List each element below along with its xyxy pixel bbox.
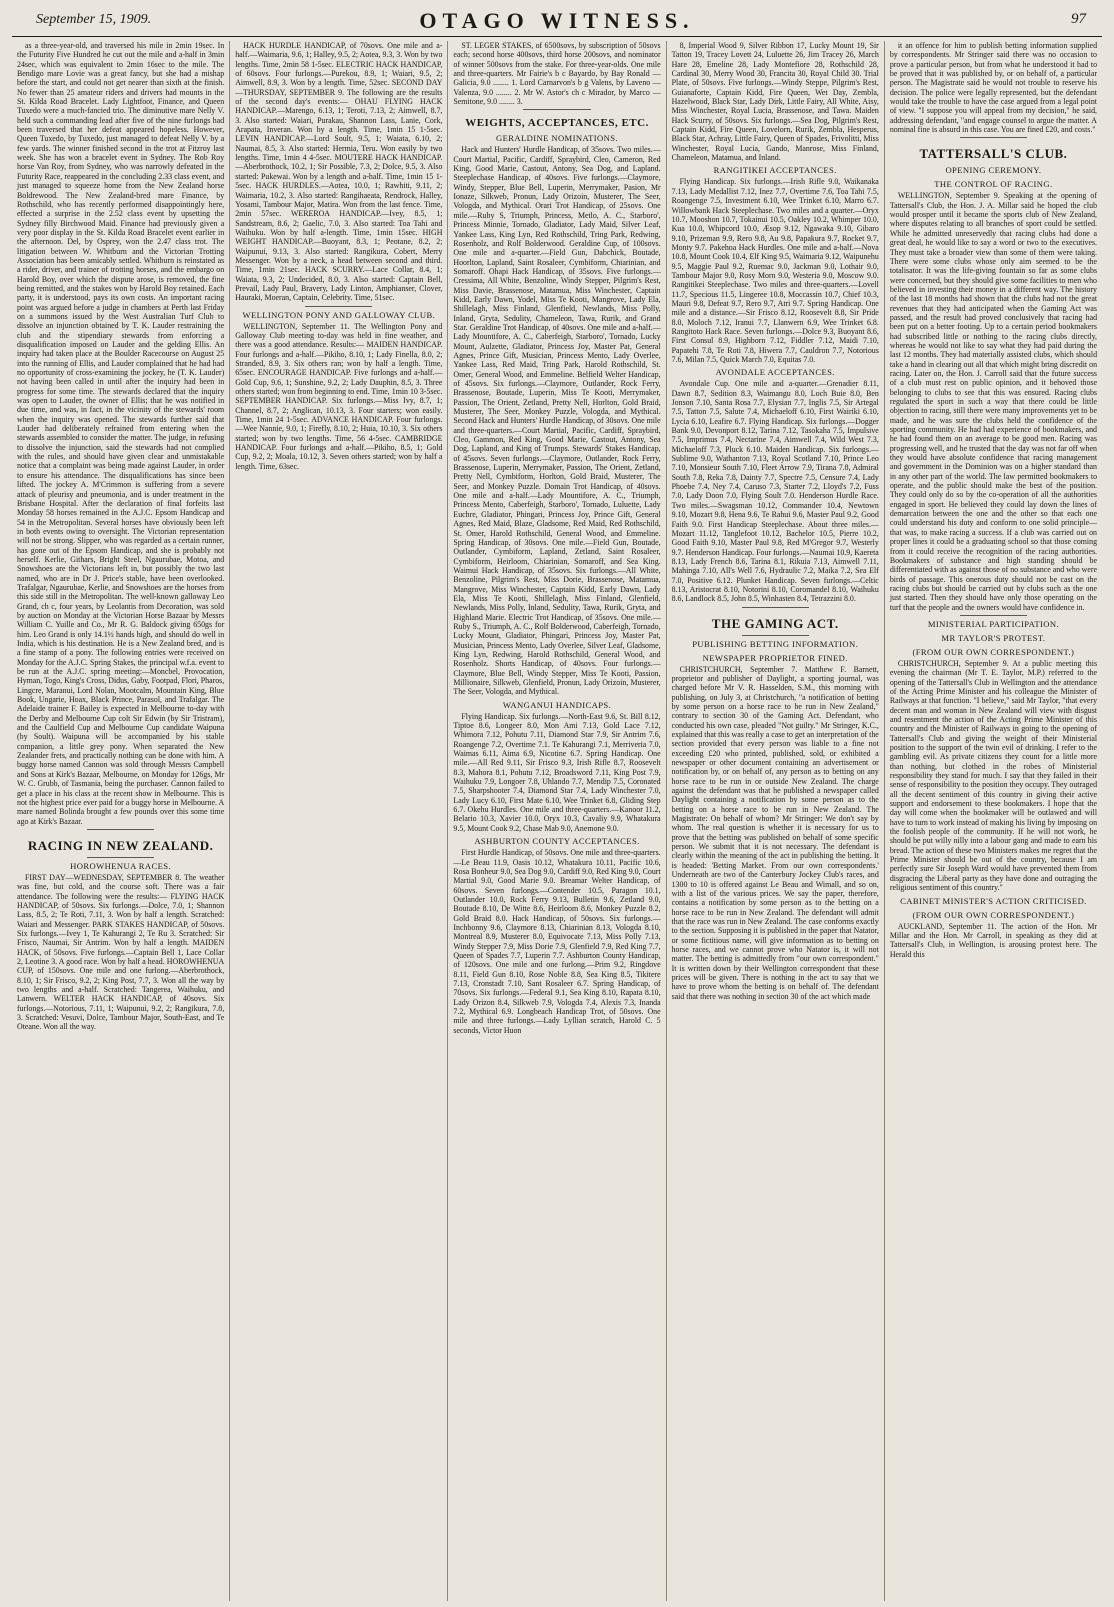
article-text: it an offence for him to publish betting information supplied by correspondents. Mr Stringer said there was no occasion to prove a particular person, but from what he understood it had to be proved that it was published by, or on behalf of, a particular person. The Magistrate said he would not trouble to reserve his decision. The police were legally represented, but the defendant would take the trouble to have the case argued from a legal point of view. "I suppose you will appeal from my decision," he said, addressing defendant, "and engage counsel to argue the matter. A nominal fine is absurd in this case. You are fined £20, and costs." (889, 41, 1098, 135)
divider (742, 607, 809, 608)
article-text: CHRISTCHURCH, September 9. At a public meeting this evening the chairman (Mr T. E. Taylor, M.P.) referred to the opening of the Tattersall's Club in Wellington and the attendance of the Acting Prime Minister and his colleague the Minister of Railways at that function. "I believe," said Mr Taylor, "that every decent man and woman in New Zealand will view with disgust and resentment the action of the Acting Prime Minister of this country and the Minister of Railways in going to the opening of Tattersall's Club and giving the weight of their Ministerial position to the support of the twin evil of drinking. I refer to the gambling evil. As private citizens they count for a little more than nothing, but clothed in the robes of Ministerial responsibility they stand for much. I say that they failed in their sense of responsibility to the position they occupy. They outraged all the decent sentiment of this country in giving their active support and endorsement to these bookmakers. I hope that the day will come when the bookmaker will be outlawed and will have to turn to work instead of making his living by imposing on the foolish people of the community. If he will not work, he should be put willy nilly into a labour gang and made to earn his bread. The action of these two Ministers makes me regret that the Prime Minister should be out of the country, because I am perfectly sure Sir Joseph Ward would have prevented them from disgracing the Liberal party as they have done and outraging the religious sentiment of this country." (889, 658, 1098, 893)
article-heading: PUBLISHING BETTING INFORMATION. (692, 638, 859, 649)
section-heading: WEIGHTS, ACCEPTANCES, ETC. (465, 117, 649, 130)
article-heading: NEWSPAPER PROPRIETOR FINED. (702, 652, 848, 663)
column-3 (448, 41, 666, 1601)
masthead (12, 8, 1102, 37)
divider (87, 857, 154, 858)
article-text: HACK HURDLE HANDICAP, of 70sovs. One mile and a-half.—Waimaria, 9.6, 1; Halley, 9.5, 2; Aotea, 9.3, 3. Won by two lengths. Time, 2min 58 1-5sec. ELECTRIC HACK HANDICAP, of 60sovs. Four furlongs.—Purekou, 8.9, 1; Waiari, 9.5, 2; Aimwell, 8.9, 3. Won by a length. Time, 52sec. SECOND DAY—THURSDAY, SEPTEMBER 9. The following are the results of the second day's events:— OHAU FLYING HACK HANDICAP.—Marengo, 6.13, 1; Teroti, 7.13, 2; Aimwell, 8.7, 3. Also started: Waiari, Purakau, Shannon Lass, Lanie, Cork, Arapata, Inveran. Won by a length. Time, 1min 15 1-5sec. LEVIN HANDICAP.—Lord Soult, 9.5, 1; Waiata, 6.10, 2; Naumai, 8.5, 3. Also started: Hermia, Teru. Won easily by two lengths. Time, 1min 4 4-5sec. MOUTERE HACK HANDICAP.—Aberbrothock, 10.2, 1; Sir Possible, 7.3, 2; Dolce, 9.5, 3. Also started: Pukewai. Won by a length and a-half. Time, 1min 15 1-5sec. HACK HURDLES.—Aotea, 10.0, 1; Rawhiti, 9.11, 2; Waimaria, 10.2, 3. Also started: Rangihaeata, Rendrock, Halley, Yosami, Tambour Major, Matira. Won from the last fence. Time, 2min 57sec. WEREROA HANDICAP.—Ivey, 8.5, 1; Sandstream, 8.6, 2; Gaelic, 7.0, 3. Also started: Toa Tahi and Waihuku. Won by half a-length. Time, 1min 15sec. HIGH WEIGHT HANDICAP.—Buoyant, 8.3, 1; Peotane, 8.2, 2; Waipunui, 9.13, 3. Also started: Rangikura, Cobert, Merry Messenger. Won by a neck, a head between second and third. Time, 1min 21sec. HACK SCURRY.—Lace Collar, 8.4, 1; Waiata, 9.3, 2; Undecided, 8.0, 3. Also started: Captain Bell, Prevail, Lady Paul, Bravery, Lady Linton, Amphianser, Clover, Hauraki, Moeran, Captain, Celebrity. Time, 51sec. (235, 41, 443, 303)
article-text: ST. LEGER STAKES, of 6500sovs, by subscription of 50sovs each; second horse 400sovs, third horse 200sovs, and nominator of winner 500sovs from the stake. For three-year-olds. One mile and three-quarters. Mr Fairie's b c Bayardo, by Bay Ronald —Galicia, 9.0 ........ 1. Lord Carnarvon's b g Valens, by Laveno —Valenza, 9.0 ........ 2. Mr W. Astor's ch c Mirador, by Marco —Semitone, 9.0 ........ 3. (453, 41, 661, 107)
columns (12, 41, 1102, 1601)
article-heading: OPENING CEREMONY. (945, 165, 1042, 176)
byline: (FROM OUR OWN CORRESPONDENT.) (912, 646, 1075, 657)
divider (960, 615, 1027, 616)
article-heading: HOROWHENUA RACES. (70, 860, 172, 871)
article-text: Avondale Cup. One mile and a-quarter.—Grenadier 8.11, Dawn 8.7, Sedition 8.3, Waimangu 8.0, Loch Buie 8.0, Ben Jonson 7.10, Santa Rosa 7.7, Elysian 7.7, Inglis 7.5, Sir Artegal 7.5, Tatton 7.5, Salute 7.4, Michaeloff 6.10, First Wairiki 6.10, Lycia 6.10, Leafire 6.7. Flying Handicap. Six furlongs.—Dogger Bank 9.0, Devonport 8.12, Tarina 7.12, Tasokaha 7.5, Impulsive 7.5, Imprimus 7.4, Nectarine 7.4, Aimwell 7.4, Wild West 7.3, Michaeloff 7.3, Pluck 6.10. Maiden Handicap. Six furlongs.—Sublime 9.0, Wathanton 7.13, Royal Scotland 7.10, Prince Leo 7.10, Monsieur South 7.10, Fleet Arrow 7.9, Tirana 7.8, Admiral South 7.8, Reka 7.8, Dainty 7.7, Spectre 7.5, Censure 7.4, Lady Phoebe 7.4, Ney 7.4, Caruso 7.3, Starter 7.2, Lloyd's 7.2, Fuss 7.0, Lady Doon 7.0, Flying Soult 7.0. Henderson Hurdle Race. Two miles.—Swagsman 10.12, Commander 10.4, Newtown 9.10, Mozart 9.8, Hena 9.6, Te Rahui 9.6, Master Paul 9.2, Good Faith 9.0. First Handicap Steeplechase. About three miles.—Mozart 11.12, Tanglefoot 10.12, Bachelor 10.5, Pierre 10.2, Good Faith 9.10, Master Paul 9.8, Red M'Gregor 9.7, Westerly 9.7. Henderson Handicap. Four furlongs.—Naumai 10.9, Kaereta 8.13, Lady French 8.6, Tarina 8.1, Rikuia 7.13, Aimwell 7.11, Mahinga 7.10, All's Well 7.6, Hydraulic 7.2, Maika 7.2, Sea Elf 7.0, Positive 6.12. Plunket Handicap. Seven furlongs.—Celtic 8.13, Aristocrat 8.10, Notorini 8.10, Coromandel 8.10, Waihuku 8.6, Landlock 8.5, John 8.5, Winhasten 8.4, Tetrazzini 8.0. (671, 379, 879, 604)
article-text: AUCKLAND, September 11. The action of the Hon. Mr Millar and the Hon. Mr Carroll, in speaking as they did at Tattersall's Club, in Wellington, is arousing protest here. The Herald this (889, 921, 1098, 959)
article-heading: AVONDALE ACCEPTANCES. (715, 367, 835, 378)
article-heading: ASHBURTON COUNTY ACCEPTANCES. (474, 836, 640, 847)
article-text: Flying Handicap. Six furlongs.—North-East 9.6, St. Bill 8.12, Tiptoe 8.6, Longeer 8.0, Mon Ami 7.13, Gold Lace 7.12, Whimora 7.12, Pohutu 7.11, Diamond Star 7.9, Sir Antrim 7.6, Roangenge 7.2, Overtime 7.1. Te Kahurangi 7.1, Merriveria 7.0, Waimas 6.11, Aima 6.9, Nicotine 6.7. Spring Handicap. One mile.—All Red 9.11, Sir Frisco 9.3, Irish Rifle 8.7, Roosevelt 8.3, Mahora 8.1, Pohutu 7.12, Broadsword 7.11, King Post 7.9, Waihuku 7.9, Longoer 7.8, Uhlando 7.7, Mendip 7.5, Coronated 7.5, Sharpshooter 7.4, Diamond Star 7.4, Lady Winchester 7.0, Lady Lucy 6.10, First Mate 6.10, Wee Trinket 6.8, Gliding Step 6.7. Okehu Hurdles. One mile and three-quarters.—Kanoor 11.2, Belario 10.3, Xavier 10.0, Oryx 10.3, Cavaliy 9.9, Whatakura 9.5, Mount Cook 9.2, Chase Mab 9.0, Anemone 9.0. (453, 711, 661, 833)
section-heading: MINISTERIAL PARTICIPATION. (927, 618, 1059, 629)
divider (960, 137, 1027, 138)
column-4 (667, 41, 885, 1601)
section-heading: THE GAMING ACT. (711, 615, 839, 631)
article-heading: RANGITIKEI ACCEPTANCES. (713, 165, 837, 176)
article-heading: WANGANUI HANDICAPS. (502, 699, 612, 710)
article-text: Hack and Hunters' Hurdle Handicap, of 35sovs. Two miles.—Court Martial, Pacific, Cardiff, Spraybird, Cleo, Cameron, Red King, Good Marie, Castout, Antony, Sea Dog, and Lapland. Steeplechase Handicap, of 40sovs. Five furlongs.—Claymore, Windy, Stepper, Blue Bell, Luperin, Merrymaker, Pasion, Mr Ionaze, Silkweb, Pronun, Lady Orizoin, Musterer, The Seer, Vologda, and Mythical. Orari Trot Handicap, of 25sovs. One mile.—Ruby S, Triumph, Princess, Metlo, A. C., Starboro', Princess Minnie, Tornado, Gladiator, Lady Maid, Silver Leaf, Yankee Lass, King Lyn, Red Rothschild, Tring Park, Redwing, Rosenholz, and Rolf Bolderwood. Geraldine Cup, of 100sovs. One mile and a-quarter.—Field Gun, Dabchick, Boutade, Hoorlton, Lapland, Saint Rosaleer, Cymbiform, Chiarinian, and Somaroff. Ohapi Hack Handicap, of 35sovs. Five furlongs.—Cressima, All White, Benzoline, Windy Stepper, Pilgrim's Rest, Miss Davie, Brassenose, Matamua, Miss Winchester, Captain Kidd, Early Dawn, Yodel, Miss Te Kooti, Mangrove, Lady Ela, Shillelagh, Miss Finland, Glenfield, Newlands, Miss Polly, Inland, Gryta, Sedulity, Chameleon, Tawa, Rurik, and Grand Star. Geraldine Trot Handicap, of 40sovs. One mile and a-half.—Lady Mountifore, A. C., Caberfeigh, Starboro', Tornado, Lucky Mount, Aulzette, Gladiator, Princess Joy, Master Pat, General Agnes, Prince Gift, Musician, Princess Mento, Lady Overlee, Yankee Lass, Red Maid, Tring Park, Harold Rothschild, St. Omer, General Wood, and Emmeline. Belfield Welter Handicap, of 45sovs. Six furlongs.—Claymore, Outlander, Rock Ferry, Brassenose, Boutade, Luperin, Miss Te Kooti, Merrymaker, Passion, The Orient, Zetland, Pretty Nell, Horlton, Gold Braid, Musterer, The Seer, Monkey Puzzle, Vologda, and Mythical. Second Hack and Hunters' Hurdle Handicap, of 30sovs. One mile and three-quarters.—Court Martial, Pacific, Cardiff, Spraybird, Cleo, Gammon, Red King, Good Marie, Castout, Antony, Sea Dog, Lapland, and King of Trumps. Stewards' Stakes Handicap, of 45sovs. Seven furlongs.—Claymore, Outlander, Rock Ferry, Brassenose, Luperin, Merrymaker, Passion, The Orient, Zetland, Pretty Nell, Cymbiform, Horlton, Gold Braid, Musterer, The Seer, and Monkey Puzzle. Domain Trot Handicap, of 40sovs. One mile and a-half.—Lady Mountifore, A. C., Triumph, Princess Mento, Caberfeigh, Starboro', Tornado, Luluette, Lady Euchre, Gladiator, Phingari, Princess Joy, Prince Gift, General Agnes, Red Maid, Blaze, Gladsome, Red Maid, Red Rothschild, St. Omer, Harold Rothschild, General Wood, and Emmeline. Spring Handicap, of 30sovs. One mile.—Field Gun, Boutade, Outlander, Cymbiform, Lapland, Zetland, Saint Rosaleer, Cymbiform, Heirloom, Chiarinian, Somaroff, and Sea King. Waimui Hack Handicap, of 35sovs. Six furlongs.—All White, Benzoline, Pilgrim's Rest, Miss Dorie, Brassenose, Matamua, Mangrove, Miss Winchester, Captain Kidd, Early Dawn, Lady Ela, Miss Te Kooti, Shillelagh, Miss Finland, Glenfield, Newlands, Miss Polly, Inland, Sedulity, Tawa, Rurik, Gryta, and Highland Marie. Electric Trot Handicap, of 35sovs. One mile.—Ruby S., Triumph, A. C., Rolf Bolderwood, Caberfeigh, Tornado, Lucky Mount, Gladiator, Phingari, Princess Joy, Master Pat, Musician, Princess Mento, Lady Overlee, Silver Leaf, Gladsome, King Lyn, Redwing, Harold Rothschild, General Wood, and Rosenholz. Shorts Handicap, of 40sovs. Four furlongs.—Claymore, Blue Bell, Windy Stepper, Miss Te Kooti, Passion, Millionaire, Silkweb, Glenfield, Pronun, Lady Orizoin, Musterer, The Seer, Vologda, and Mythical. (453, 145, 661, 697)
article-text: as a three-year-old, and traversed his mile in 2min 19sec. In the Futurity Five Hundred he cut out the mile and a-half in 3min 24sec, which was equivalent to 2min 16sec to the mile. The Bendigo mare Lovie was a great fancy, but she had a mishap before the start, and could not get nearer than sixth at the finish. No fewer than 25 amateur riders and drivers had mounts in the St. Kilda Road Bracelet. Lady Lightfoot, Finance, and Queen Tuxedo were a much-fancied trio. The diminutive mare Nelly V. held such a commanding lead after five of the nine furlongs had been traversed that her defeat appeared hopeless. However, Queen Tuxedo, by Tuxedo, just managed to defeat Nelly V. by a few yards. The winner finished second in the trot at Fitzroy last week. She has won a bracelet event in Sydney. The Rob Roy horse Van Roy, from Sydney, who was narrowly defeated in the Futurity Race, reappeared in the concluding 2.33 class event, and just managed to squeeze home from the New Zealand horse Boldrewood. The New Zealand-bred mare Finance, by Rothschild, who has recently performed disappointingly here, effected a surprise in the 2.52 class event by upsetting the Sydney filly Birchwood Maid. Finance had previously given a very poor display in the St. Kilda Road Bracelet event earlier in the afternoon. Del, by Osprey, won the 2.47 class trot. The litigation between W. Whitburn and the Victorian Trotting Association has been amicably settled. Whitburn is reinstated as a rider, driver, and trainer of trotting horses, and the embargo on Harold Boy, over which the dispute arose, is removed, the fine being remitted, and the stakes won by Harold Boy retained. Each party, it is understood, pays its own costs. An important racing point was argued before a judge in chambers at Perth last Friday on a summons issued by the West Australian Turf Club to dissolve an injunction obtained by T. K. Lauder restraining the club and the stipendiary stewards from enforcing a disqualification imposed on Lauder and the gelding Ellis. An inquiry had taken place at the Boulder Racecourse on August 25 into the running of Ellis, and Lauder complained that he had had no opportunity of cross-examining the jockey, he (T. K. Lauder) not having been called in until after the inquiry had been in progress for some time. The stewards declared that the inquiry was open to Lauder, the owner of Ellis; that he was notified in due time, and was, in fact, in the vicinity of the stewards' room when the inquiry was opened. The stewards further said that Lauder had deliberately refrained from entering when the stewards assembled to consider the matter. The judge, in refusing to dissolve the injunction, said the stewards had not complied with the rules, and should have given clear and unmistakable notice that a complaint was being made against Lauder, in order to ensure his attendance. The disqualifications has since been lifted. The jockey A. M'Crimmon is suffering from a severe attack of pleurisy and pneumonia, and is under treatment in the Brisbane Hospital. After the declaration of final forfeits last Monday 58 horses remained in the A.J.C. Epsom Handicap and 54 in the Metropolitan. Several horses have obviously been left in both events owing to oversight. The Victorian representation will not be strong. Slipper, who was regarded as a certain runner, has gone out of the Epsom Handicap, and she is probably not herself. Kerlie, Githars, Bright Steel, Ngaurubae, Motoa, and Snowshoes are the Victorians left in, but possibly the two last named, who are in Dr J. Price's stable, have been overlooked. Trafalgar, Ngaurubae, Kerlie, and Snowshoes are the horses from this side still in the Metropolitan. The well-known galloway Leo Grand, ch c, four years, by Leolantis from Decoration, was sold by auction on Monday at the Victorian Horse Bazaar by Messrs William C. Yuille and Co., Mr R. G. Baldock giving 650gs for him. Leo Grand is only 14.1½ hands high, and should do well in India, which is his destination. He is a New Zealand bred, and is a fine stamp of a pony. The following entries were received on Monday for the A.J.C. Spring Stakes, the principal w.f.a. event to be run at the A.J.C. spring meeting:—Moncbel, Provocation, Hyman, Togo, King's Cross, Didus, Gaby, Footpad, Flori, Pharos, Lingcre, Maranui, Lord Nolan, Mootcalm, Mountain King, Blue Book, Ungarie, Hoax, Black Prince, Parasol, and Trafalgar. The Adelaide trainer F. Bailey is expected in Melbourne to-day with the Derby and Melbourne Cup colt Sir Edwin (by Sir Tristram), and the Caulfield Cup and Melbourne Cup candidate Waipuna (by Soult). Waipuna will be accompanied by his stable companion, a little grey pony. When separated the New Zealander frets, and practically nothing can be done with him. A buggy horse named Cannon was sold through Messrs Campbell and Sons at Kirk's Bazaar, Melbourne, on Monday for 126gs, Mr W. C. Grubb, of Tasmania, being the purchaser. Cannon failed to get a place in his class at the recent show in Melbourne. This is not the highest price ever paid for a buggy horse in Melbourne. A mare named Bolinda brought a few pounds over this some time ago at Kirk's Bazaar. (17, 41, 225, 826)
divider (523, 109, 590, 110)
article-heading: WELLINGTON PONY AND GALLOWAY CLUB. (242, 309, 436, 320)
article-text: First Hurdle Handicap, of 50sovs. One mile and three-quarters.—Le Beau 11.9, Oasis 10.12, Whatakura 10.11, Pacific 10.6, Rosa Bonheur 9.0, Sea Dog 9.0, Cardiff 9.0, Red King 9.0, Court Martial 9.0, Good Marie 9.0. Breamar Welter Handicap, of 60sovs. Seven furlongs.—Contender 10.5, Paragon 10.1, Outlander 10.0, Rock Ferry 9.13, Bulletin 9.6, Zetland 9.0, Boutade 8.10, De Witte 8.6, Heirloom 8.6, Monkey Puzzle 8.2, Gold Braid 8.0. Hack Handicap, of 50sovs. Six furlongs.—Inchbonny 9.6, Claymore 8.13, Chiarinian 8.13, Vologda 8.10, Montreal 8.9, Musterer 8.0, Equivocate 7.13, Miss Polly 7.13, Windy Stepper 7.9, Miss Dorie 7.9, Glenfield 7.9, Red King 7.7, Queen of Spades 7.7, Luperin 7.7. Ashburton County Handicap, of 120sovs. One mile and one furlong.—Prim 9.2, Ringdove 8.11, Field Gun 8.10, Rose Noble 8.8, Sea King 8.5, Tikitere 7.13, Cronstadt 7.10, Sant Rosaleer 6.7. Spring Handicap, of 70sovs. Six furlongs.—Federal 9.1, Sea King 8.10, Rapata 8.10, Lady Orizon 8.4, Silkweb 7.9, Vologda 7.4, Alexis 7.3, Inanda 7.2, Mythical 6.9. Longbeach Handicap Trot, of 50sovs. One mile and three furlongs.—Lady Lyllian scratch, Harold C. 5 seconds, Victor Huon (453, 848, 661, 1035)
column-1 (12, 41, 230, 1601)
article-heading: MR TAYLOR'S PROTEST. (941, 632, 1046, 643)
divider (87, 829, 154, 830)
article-text: 8, Imperial Wood 9, Silver Ribbon 17, Lucky Mount 19, Sir Tatton 19, Tracey Lovett 24, Luluette 26, Jim Tracey 26, March Hare 28, Emeline 28, Lady Montefiore 28, Rothschild 28, Cardinal 30, Merry Wood 30, Francita 30, Royal Child 30. Trial Plate, of 50sovs. Five furlongs.—Windy Steppe, Pilgrim's Rest, Guianaforte, Captain Kidd, Fire Queen, Wet Day, Zembla, Hazelwood, Black Star, Lady Dirk, Little Fairy, All White, Aisy, Miss Winchester, Royal Lucia, Brassenose, and Tawa. Maiden Hack Scurry, of 50sovs. Six furlongs.—Sea Dog, Pilgrim's Rest, Captain Kidd, Fire Queen, Lovelorn, Rurik, Zembla, Hesperus, Black Star, Achray, Little Fairy, Queen of Spades, Frivolitti, Miss Winchester, Royal Lucia, Gando, Manrose, Miss Finland, Chameleon, Matamua, and Inland. (671, 41, 879, 163)
article-heading: CABINET MINISTER'S ACTION CRITICISED. (900, 895, 1087, 906)
article-text: Flying Handicap. Six furlongs.—Irish Rifle 9.0, Waikanaka 7.13, Lady Medallist 7.12, Inez 7.7, Overtime 7.6, Toa Tahi 7.5, Roangenge 7.5, Investment 6.10, Wee Trinket 6.10, Marro 6.7. Willowbank Hack Steeplechase. Two miles and a quarter.—Oryx 10.7, Mooshon 10.7, Tokainui 10.5, Oakley 10.2, Whimper 10.0, Kua 10.0, Whipcord 10.0, Æsop 9.12, Ngawaka 9.10, Gibaro 9.10, Prizeman 9.9, Rero 9.8, Au 9.8, Papakura 9.7, Rocket 9.7, Monty 9.7. Pakehoa Hack Hurdles. One mile and a-half.—Nova 10.8, Mount Cook 10.4, Elf King 9.5, Waimaria 9.12, Waipunehu 9.5, Maggie Paul 9.2, Ruemac 9.0, Jackman 9.0, Lothair 9.0, Tambour Major 9.0, Rosy Morn 9.0, Westeria 9.0, Moscow 9.0. Rangitikei Steeplechase. Two miles and three-quarters.—Lovell 11.7, Specious 11.5, Lingeree 10.8, Moccassin 10.7, Chief 10.3, Mauri 9.8, Defeat 9.7, Rero 9.7, Atri 9.7. Spring Handicap. One mile and a distance.—Sir Frisco 8.12, Roosevelt 8.8, Sir Pride 8.0, Moloch 7.12, Iranui 7.7, Llanwern 6.9, Wee Trinket 6.8. Rangitoto Hack Race. Seven furlongs.—Dolce 9.3, Buoyant 8.6, First Consul 8.9, Highborn 7.12, Fiddler 7.12, Maidi 7.10, Papatehi 7.8, Te Roti 7.8, Hiwera 7.7, Cauldron 7.7, Notorious 7.6, Milan 7.5, Quick March 7.0, Equitas 7.0. (671, 177, 879, 364)
article-text: CHRISTCHURCH, September 7. Matthew F. Barnett, proprietor and publisher of Daylight, a sporting journal, was charged before Mr V. R. Hasselden, S.M., this morning with publishing, on July 3, at Christchurch, "a notification of betting by some person on a horse race to be run in New Zealand," contrary to section 30 of the Gaming Act. Defendant, who conducted his own case, pleaded "Not guilty." Mr Stringer, K.C., explained that this was really a case to get an interpretation of the section provided that every person was liable to a fine not exceeding £20 who printed, published, sold, or exhibited a newspaper or other document containing an advertisement or notification by, or on behalf of, any person as to betting on any horse race to be run in or outside New Zealand. The charge against the defendant was that he published a newspaper called Daylight containing a notification by some person as to the betting on a horse race to be run in New Zealand. The Magistrate: On behalf of whom? Mr Stringer: We don't say by whom. The real question is whether it is necessary for us to prove that the betting was published on behalf of some specific person. We submit that it is not necessary. The defendant is clearly within the meaning of the act in publishing the betting. It is headed: 'Betting Market. From our own correspondents.' Underneath are two of the Canterbury Jockey Club's races, and 1300 to 10 is offered against Le Beau and Wimall, and so on, with a list of the various prices. We say the paper, therefore, contains a notification by some person as to the betting on a horse race to be run in New Zealand. The defendant will admit that the race was run in New Zealand. The case conforms exactly to the section. Supposing it is published in the paper that Natator, or some fictitious name, will give information as to betting on horse races, and we cannot prove who Natator is, it will not matter. The betting is admittedly from "our own correspondent." It is written down by their Wellington correspondent that these prices will be given. There is nothing in the act to say that we have to prove whom the betting is on behalf of. The defendant said that there was nothing in section 30 of the act which made (671, 664, 879, 1001)
article-text: WELLINGTON, September 9. Speaking at the opening of Tattersall's Club, the Hon. J. A. Millar said he hoped the club would prosper until it became the sports club of New Zealand, where disputes relating to all branches of sport could be settled. While he admitted unreservedly that racing clubs had done a great deal, he would like to say a word or two to the executives. They must take a broader view than some of them were taking. There were some clubs whose only aim seemed to be the totalisator. It was the life-giving fountain so far as some clubs were concerned, but they should give some facilities to men who believed in investing their money in a different way. The history of the last 18 months had shown that the clubs had not the great revenues that they had anticipated when the Gaming Act was passed, and the result had proved conclusively that racing had been put on a better footing. Up to a certain period bookmakers had subscribed little or nothing to the racing clubs directly, whereas he would not like to say what they had paid during the last 12 months. They had materially assisted clubs, which should take a hand in clearing out all that which might bring discredit on racing. Later on, the Hon. J. Carroll said that the future success of a club must rest on public opinion, and it behoved those belonging to clubs to see that this was ensured. Racing clubs regulated the sport in such a way that there could be little objection to racing, still there were many improvements yet to be made, and he was sure the clubs held the confidence of the sporting community. He had had experience of bookmakers, and he had found them on an average to be good men. Racing was progressing well, and he trusted that the day was not far off when they would have absolute confidence that racing management and government in the Dominion was on a higher standard than in any other part of the world. The law permitted bookmakers to operate, and the public should make the best of the position. They could only do so by the co-operation of all the authorities engaged in sport. He believed they could lay down the lines of demarcation between the one and the other so that each one could understand his duty and conform to one solid principle—that was, to make racing a success. If a club was carried out on proper lines it could be a graduating school so that those coming from it could receive the recognition of the racing authorities. Bookmakers of substance and high standing should be differentiated with as against those of no substance and who were birds of passage. This onerous duty should not be cast on the racing clubs but should be carried out by clubs such as the one just started. Then they should have only those operating on the turf that the people and the owners would have confidence in. (889, 191, 1098, 612)
issue-date: September 15, 1909. (36, 12, 152, 27)
column-5 (885, 41, 1102, 1601)
section-heading: TATTERSALL'S CLUB. (919, 146, 1068, 162)
article-text: FIRST DAY—WEDNESDAY, SEPTEMBER 8. The weather was fine, but cold, and the course soft. There was a fair attendance. The following were the results:— FLYING HACK HANDICAP, of 50sovs. Six furlongs.—Dolce, 7.0, 1; Shannon Lass, 8.5, 2; Te Roti, 7.11, 3. Won by half a length. Scratched: Waiari and Messenger. PARK STAKES HANDICAP, of 50sovs. Six furlongs.—Ivey 1, Te Kahurangi 2, Te Ru 3. Scratched: Sir Frisco, Naumai, Sir Antrim. Won by half a length. MAIDEN HACK, of 50sovs. Five furlongs.—Captain Bell 1, Lace Collar 2, Leotine 3. A good race. Won by half a head. HOROWHENUA CUP, of 150sovs. One mile and one furlong.—Aberbrothock, 8.10, 1; Sir Frisco, 9.2, 2; King Post, 7.7, 3. Won all the way by two lengths and a-half. Scratched: Tangerea, Waihuku, and Lanwern. WELTER HACK HANDICAP, of 40sovs. Six furlongs.—Notorious, 7.11, 1; Waipunui, 9.2, 2; Rangikura, 7.8, 3. Scratched: Vesuvi, Dolce, Tambour Major, South-East, and Te Oteane. Won all the way. (17, 872, 225, 1032)
article-text: WELLINGTON, September 11. The Wellington Pony and Galloway Club meeting to-day was held in fine weather, and there was a good attendance. Results:— MAIDEN HANDICAP. Four furlongs and a-half.—Pikiho, 8.10, 1; Lady Finella, 8.0, 2; Stranded, 8.9, 3. Six others ran; won by half a length. Time, 65sec. ENCOURAGE HANDICAP. Five furlongs and a-half.—Gold Cup, 9.6, 1; Sunshine, 9.2, 2; Lady Dauphin, 8.5, 3. Three others started; won from beginning to end. Time, 1min 10 3-5sec. SEPTEMBER HANDICAP. Six furlongs.—Miss Ivy, 8.7, 1; Channel, 8.7, 2; Anglican, 10.13, 3. Four starters; won easily. Time, 1min 24 1-5sec. ADVANCE HANDICAP. Four furlongs.—Wee Nannie, 9.0, 1; Firefly, 8.10, 2; Huia, 10.10, 3. Six others started; won by two lengths. Time, 56 4-5sec. CAMBRIDGE HANDICAP. Four furlongs and a-half.—Pikiho, 8.5, 1; Gold Cup, 9.2, 2; Moala, 10.12, 3. Seven others started; won by half a length. Time, 63sec. (235, 321, 443, 471)
article-heading: THE CONTROL OF RACING. (934, 179, 1053, 190)
article-heading: GERALDINE NOMINATIONS. (496, 133, 618, 144)
column-2 (230, 41, 448, 1601)
byline: (FROM OUR OWN CORRESPONDENT.) (912, 909, 1075, 920)
divider (742, 635, 809, 636)
divider (305, 306, 372, 307)
newspaper-title: OTAGO WITNESS. (419, 8, 695, 33)
page-number: 97 (1071, 11, 1086, 27)
section-heading: RACING IN NEW ZEALAND. (27, 837, 214, 853)
